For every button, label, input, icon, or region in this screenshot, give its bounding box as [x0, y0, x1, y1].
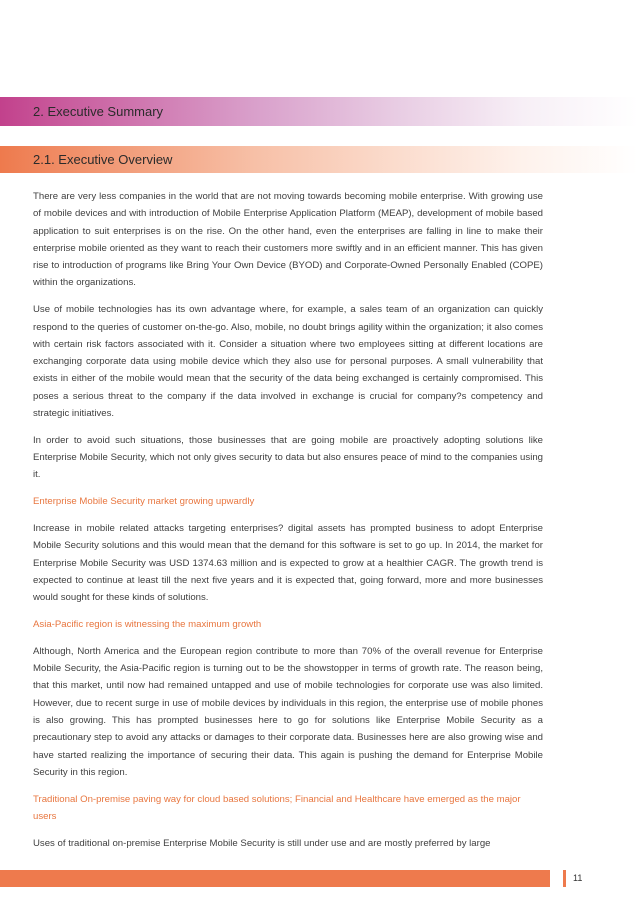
paragraph: There are very less companies in the world that are not moving towards becoming mobile enterprise. With growing use of mobile devices and with introduction of Mobile Enterprise Application Platform (MEAP), development of mobile based application to suit enterprises is on the rise. On the other hand, even the enterprises are falling in line to make their enterprise mobile oriented as they want to reach their customers more swiftly and in an efficient manner. This has given rise to introduction of programs like Bring Your Own Device (BYOD) and Corporate-Owned Personally Enabled (COPE) within the organizations.: [33, 191, 543, 289]
page-number: 11: [563, 870, 582, 887]
footer-bar: [0, 870, 550, 887]
subheading: Traditional On-premise paving way for cloud based solutions; Financial and Healthcare have emerged as the major users: [33, 793, 521, 822]
paragraph: In order to avoid such situations, those businesses that are going mobile are proactively adopting solutions like Enterprise Mobile Security, which not only gives security to data but also ensures peace of mind to the companies using it.: [33, 434, 543, 481]
document-body: [33, 188, 543, 862]
paragraph: Use of mobile technologies has its own advantage where, for example, a sales team of an organization can quickly respond to the queries of customer on-the-go. Also, mobile, no doubt brings agility within the organization; it also comes with certain risk factors associated with it. Consider a situation where two employees sitting at different locations are exchanging corporate data using mobile device which they also use for personal purposes. A small vulnerability that exists in either of the mobile would mean that the security of the data being exchanged is certainly compromised. This poses a serious threat to the company if the data involved in exchange is crucial for company?s competency and strategic initiatives.: [33, 304, 543, 420]
section-heading-band: [0, 97, 638, 126]
subheading: Enterprise Mobile Security market growing upwardly: [33, 496, 255, 508]
paragraph: Increase in mobile related attacks targeting enterprises? digital assets has prompted business to adopt Enterprise Mobile Security solutions and this would mean that the demand for this software is set to go up. In 2014, the market for Enterprise Mobile Security was USD 1374.63 million and is expected to grow at a healthier CAGR. The growth trend is expected to continue at least till the next five years and it is expected that, going forward, more and more businesses would sought for these kinds of solutions.: [33, 523, 543, 604]
subheading: Asia-Pacific region is witnessing the maximum growth: [33, 619, 262, 631]
paragraph: Uses of traditional on-premise Enterprise Mobile Security is still under use and are mostly preferred by large: [33, 837, 491, 849]
subsection-heading-band: [0, 146, 638, 173]
section-heading: 2. Executive Summary: [33, 104, 164, 119]
paragraph: Although, North America and the European region contribute to more than 70% of the overall revenue for Enterprise Mobile Security, the Asia-Pacific region is turning out to be the showstopper in terms of growth rate. The reason being, that this market, until now had remained untapped and use of mobile technologies for corporate use was also limited. However, due to recent surge in use of mobile devices by individuals in this region, the enterprise use of mobile phones is also growing. This has prompted businesses here to go for solutions like Enterprise Mobile Security as a precautionary step to avoid any attacks or damages to their corporate data. Businesses here are also growing wise and have started realizing the importance of securing their data. This again is pushing the demand for Enterprise Mobile Security in this region.: [33, 645, 543, 778]
subsection-heading: 2.1. Executive Overview: [33, 152, 173, 167]
